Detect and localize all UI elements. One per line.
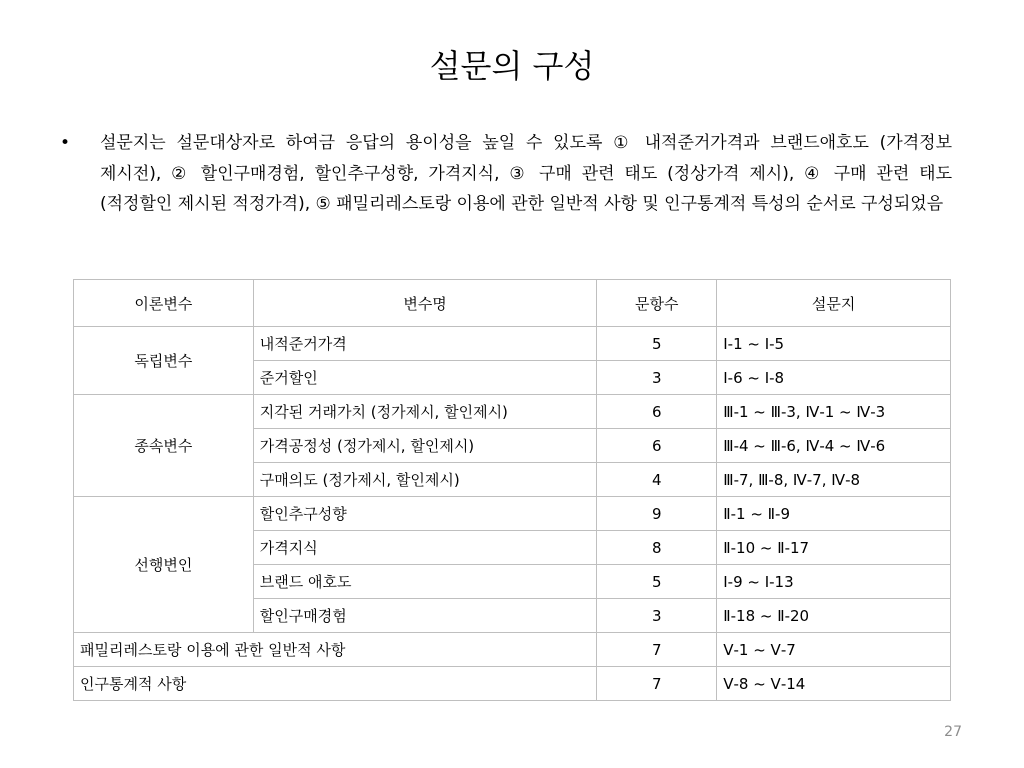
item-count-cell: 5 xyxy=(597,565,717,599)
questionnaire-items-cell: Ⅲ-1 ~ Ⅲ-3, Ⅳ-1 ~ Ⅳ-3 xyxy=(717,395,951,429)
group-label-dependent: 종속변수 xyxy=(74,395,254,497)
variable-name-cell: 가격공정성 (정가제시, 할인제시) xyxy=(253,429,597,463)
header-item-count: 문항수 xyxy=(597,280,717,327)
table-row xyxy=(74,633,951,667)
questionnaire-items-cell: Ⅱ-18 ~ Ⅱ-20 xyxy=(717,599,951,633)
table-row xyxy=(74,667,951,701)
header-questionnaire: 설문지 xyxy=(717,280,951,327)
table-row xyxy=(74,395,951,429)
item-count-cell: 7 xyxy=(597,667,717,701)
header-theory-variable: 이론변수 xyxy=(74,280,254,327)
variable-name-cell: 가격지식 xyxy=(253,531,597,565)
variable-name-cell: 구매의도 (정가제시, 할인제시) xyxy=(253,463,597,497)
item-count-cell: 3 xyxy=(597,599,717,633)
bullet-marker: • xyxy=(60,133,71,153)
page-number: 27 xyxy=(944,724,962,740)
variable-name-cell: 할인추구성향 xyxy=(253,497,597,531)
table-header-row xyxy=(74,280,951,327)
item-count-cell: 6 xyxy=(597,395,717,429)
variable-name-cell: 할인구매경험 xyxy=(253,599,597,633)
table-row xyxy=(74,497,951,531)
questionnaire-items-cell: Ⅱ-1 ~ Ⅱ-9 xyxy=(717,497,951,531)
item-count-cell: 9 xyxy=(597,497,717,531)
variable-name-cell-merged: 인구통계적 사항 xyxy=(74,667,597,701)
questionnaire-items-cell: Ⅴ-1 ~ Ⅴ-7 xyxy=(717,633,951,667)
variable-name-cell: 지각된 거래가치 (정가제시, 할인제시) xyxy=(253,395,597,429)
group-label-independent: 독립변수 xyxy=(74,327,254,395)
questionnaire-items-cell: Ⅰ-1 ~ Ⅰ-5 xyxy=(717,327,951,361)
header-variable-name: 변수명 xyxy=(253,280,597,327)
variable-name-cell-merged: 패밀리레스토랑 이용에 관한 일반적 사항 xyxy=(74,633,597,667)
questionnaire-items-cell: Ⅴ-8 ~ Ⅴ-14 xyxy=(717,667,951,701)
bullet-text: 설문지는 설문대상자로 하여금 응답의 용이성을 높일 수 있도록 ① 내적준거가격과 브랜드애호도 (가격정보 제시전), ② 할인구매경험, 할인추구성향, 가격지식, ③ 구매 관련 태도 (정상가격 제시), ④ 구매 관련 태도 (적정할인 제시된 적정가격), ⑤ 패밀리레스토랑 이용에 관한 일반적 사항 및 인구통계적 특성의 순서로 구성되었음 xyxy=(100,133,952,214)
questionnaire-items-cell: Ⅲ-4 ~ Ⅲ-6, Ⅳ-4 ~ Ⅳ-6 xyxy=(717,429,951,463)
item-count-cell: 6 xyxy=(597,429,717,463)
table-row xyxy=(74,327,951,361)
item-count-cell: 7 xyxy=(597,633,717,667)
questionnaire-items-cell: Ⅲ-7, Ⅲ-8, Ⅳ-7, Ⅳ-8 xyxy=(717,463,951,497)
questionnaire-items-cell: Ⅰ-6 ~ Ⅰ-8 xyxy=(717,361,951,395)
group-label-antecedent: 선행변인 xyxy=(74,497,254,633)
variable-name-cell: 준거할인 xyxy=(253,361,597,395)
survey-structure-table xyxy=(73,279,951,701)
variable-name-cell: 내적준거가격 xyxy=(253,327,597,361)
item-count-cell: 3 xyxy=(597,361,717,395)
questionnaire-items-cell: Ⅰ-9 ~ Ⅰ-13 xyxy=(717,565,951,599)
questionnaire-items-cell: Ⅱ-10 ~ Ⅱ-17 xyxy=(717,531,951,565)
item-count-cell: 4 xyxy=(597,463,717,497)
slide-title: 설문의 구성 xyxy=(429,47,595,85)
item-count-cell: 5 xyxy=(597,327,717,361)
variable-name-cell: 브랜드 애호도 xyxy=(253,565,597,599)
item-count-cell: 8 xyxy=(597,531,717,565)
